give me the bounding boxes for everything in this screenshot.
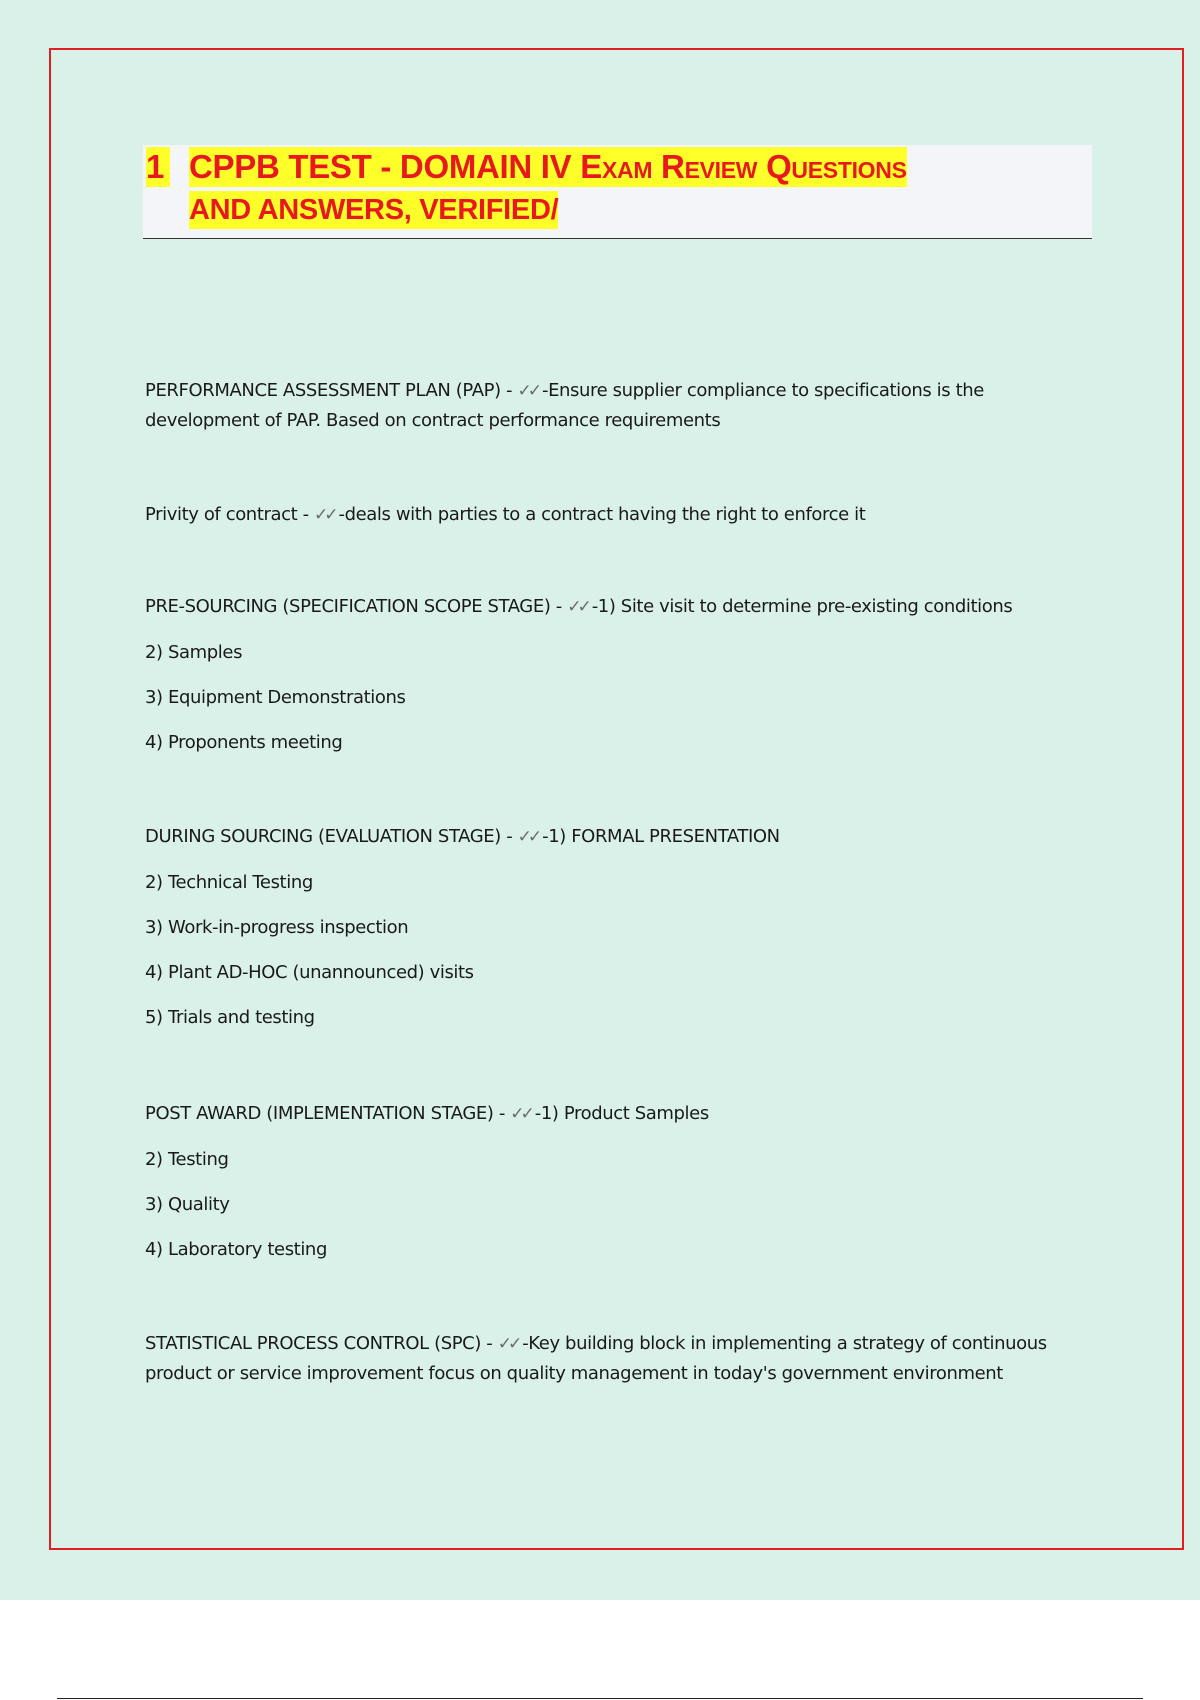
qa-answer: -deals with parties to a contract having the right to enforce it bbox=[338, 504, 866, 525]
qa-paragraph bbox=[145, 592, 1085, 622]
list-item: 4) Proponents meeting bbox=[145, 732, 343, 753]
qa-paragraph bbox=[145, 1099, 1085, 1129]
document-heading bbox=[143, 145, 1092, 239]
qa-answer: -1) FORMAL PRESENTATION bbox=[542, 826, 780, 847]
qa-term: PERFORMANCE ASSESSMENT PLAN (PAP) - bbox=[145, 380, 518, 401]
qa-entry-pre-sourcing bbox=[145, 592, 1085, 757]
qa-entry-pap bbox=[145, 376, 1085, 435]
page-frame bbox=[49, 48, 1184, 1550]
qa-entry-spc bbox=[145, 1329, 1085, 1388]
qa-answer: -Ensure supplier compliance to specifications is the development of PAP. Based on contract performance requirements bbox=[145, 380, 984, 431]
double-check-icon: ✓✓ bbox=[314, 505, 335, 525]
qa-paragraph bbox=[145, 500, 1085, 530]
list-item: 3) Quality bbox=[145, 1194, 230, 1215]
qa-term: STATISTICAL PROCESS CONTROL (SPC) - bbox=[145, 1333, 498, 1354]
qa-answer: -1) Product Samples bbox=[534, 1103, 709, 1124]
heading-title-line-1: CPPB TEST - DOMAIN IV Exam Review Questions bbox=[189, 148, 907, 185]
list-item: 4) Laboratory testing bbox=[145, 1239, 327, 1260]
list-item: 2) Technical Testing bbox=[145, 872, 313, 893]
double-check-icon: ✓✓ bbox=[517, 827, 539, 847]
list-item: 5) Trials and testing bbox=[145, 1007, 315, 1028]
qa-term: PRE-SOURCING (SPECIFICATION SCOPE STAGE) - bbox=[145, 596, 568, 617]
qa-paragraph bbox=[145, 822, 1085, 852]
heading-number: 1 bbox=[146, 147, 170, 187]
list-item: 4) Plant AD-HOC (unannounced) visits bbox=[145, 962, 474, 983]
double-check-icon: ✓✓ bbox=[567, 597, 588, 617]
qa-answer: -1) Site visit to determine pre-existing conditions bbox=[591, 596, 1013, 617]
qa-answer: -Key building block in implementing a strategy of continuous product or service improvement focus on quality management in today's government environment bbox=[145, 1333, 1047, 1384]
footer-divider bbox=[57, 1698, 1143, 1699]
qa-entry-privity bbox=[145, 500, 1085, 530]
heading-title-line-2: AND ANSWERS, VERIFIED/ bbox=[189, 191, 558, 229]
qa-term: DURING SOURCING (EVALUATION STAGE) - bbox=[145, 826, 518, 847]
double-check-icon: ✓✓ bbox=[510, 1104, 531, 1124]
double-check-icon: ✓✓ bbox=[497, 1334, 519, 1354]
qa-term: POST AWARD (IMPLEMENTATION STAGE) - bbox=[145, 1103, 511, 1124]
qa-entry-post-award bbox=[145, 1099, 1085, 1264]
qa-paragraph bbox=[145, 376, 1085, 435]
qa-term: Privity of contract - bbox=[145, 504, 314, 525]
qa-entry-during-sourcing bbox=[145, 822, 1085, 1032]
double-check-icon: ✓✓ bbox=[517, 381, 538, 401]
list-item: 3) Work-in-progress inspection bbox=[145, 917, 409, 938]
qa-paragraph bbox=[145, 1329, 1085, 1388]
list-item: 2) Samples bbox=[145, 642, 243, 663]
list-item: 3) Equipment Demonstrations bbox=[145, 687, 406, 708]
list-item: 2) Testing bbox=[145, 1149, 229, 1170]
